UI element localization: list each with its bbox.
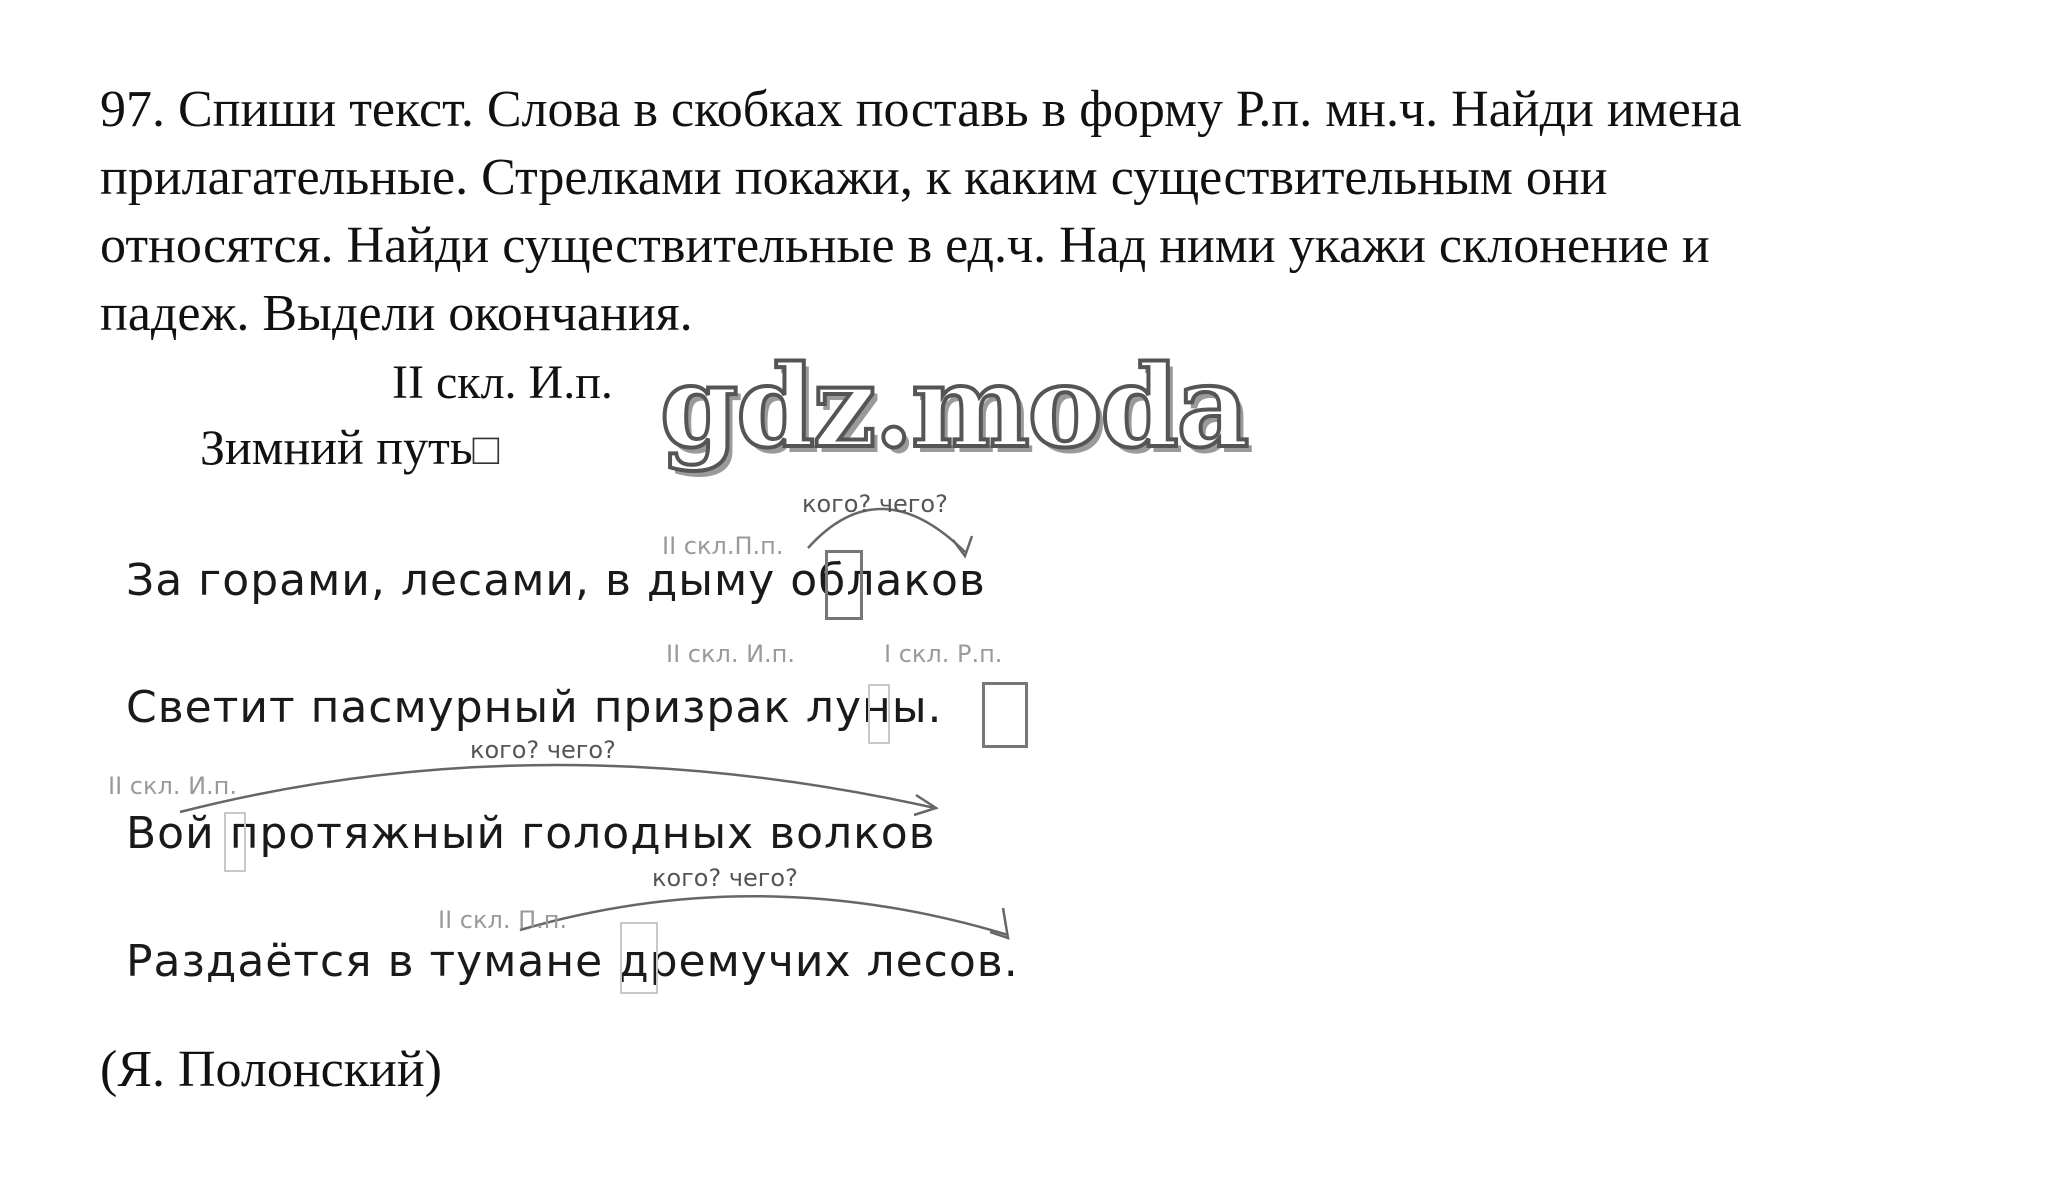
title-case-annotation: II скл. И.п. — [392, 356, 613, 409]
line2-case-note-a: II скл. И.п. — [666, 640, 795, 668]
ending-box-dymu — [825, 550, 863, 620]
line4-case-note: II скл. П.п. — [438, 906, 568, 934]
arrow-line3 — [180, 765, 935, 812]
verse-line-4: Раздаётся в тумане дремучих лесов. — [126, 936, 1019, 987]
verse-line-3: Вой протяжный голодных волков — [126, 808, 936, 859]
line1-question: кого? чего? — [802, 490, 948, 518]
watermark-logo: gdz.moda — [660, 342, 1248, 473]
verse-line-2: Светит пасмурный призрак луны. — [126, 682, 943, 733]
ending-box-prizrak — [868, 684, 890, 744]
line2-case-note-b: I скл. Р.п. — [884, 640, 1003, 668]
ending-box-tumane — [620, 922, 658, 994]
task-line-3: относятся. Найди существительные в ед.ч. Над ними укажи склонение и — [100, 217, 1710, 274]
line3-case-note: II скл. И.п. — [108, 772, 237, 800]
arrow-line4 — [520, 896, 1008, 935]
task-line-2: прилагательные. Стрелками покажи, к каким существительным они — [100, 149, 1608, 206]
ending-box-luny — [982, 682, 1028, 748]
line4-question: кого? чего? — [652, 864, 798, 892]
verse-line-1: За горами, лесами, в дыму облаков — [126, 555, 986, 606]
poem-title-ending-box: □ — [472, 425, 500, 474]
task-line-4: падеж. Выдели окончания. — [100, 285, 693, 342]
line3-question: кого? чего? — [470, 736, 616, 764]
poem-author: (Я. Полонский) — [100, 1041, 442, 1098]
arrow-line1-head — [953, 536, 972, 556]
ending-box-voy — [224, 812, 246, 872]
line1-case-note: II скл.П.п. — [662, 532, 784, 560]
task-line-1: 97. Спиши текст. Слова в скобках поставь в форму Р.п. мн.ч. Найди имена — [100, 81, 1742, 138]
poem-title-text: Зимний путь — [200, 419, 473, 475]
